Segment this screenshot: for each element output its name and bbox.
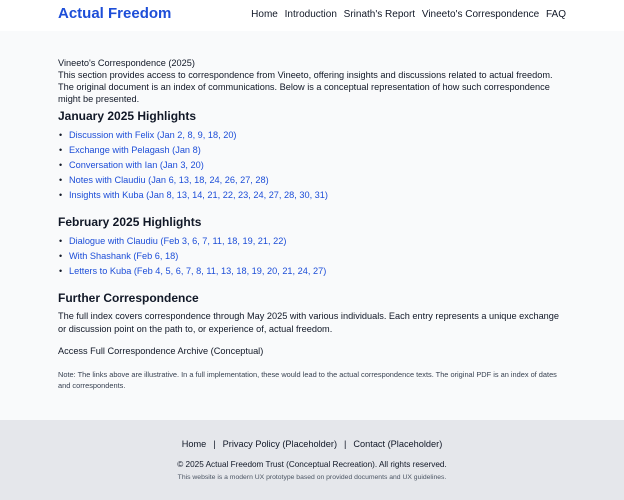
- intro-text: This section provides access to correspondence from Vineeto, offering insights and discussions related to actual freedom. The original document is an index of communications. Below is a conceptual representation of how such correspondence might be presented.: [58, 70, 553, 104]
- main-content: [0, 31, 624, 420]
- list-item: [58, 249, 568, 264]
- list-item: [58, 158, 568, 173]
- february-link-kuba[interactable]: Letters to Kuba (Feb 4, 5, 6, 7, 8, 11, 13, 18, 19, 20, 21, 24, 27): [69, 266, 327, 276]
- footer-link-privacy[interactable]: Privacy Policy (Placeholder): [222, 439, 338, 449]
- nav-srinaths-report[interactable]: Srinath's Report: [343, 9, 416, 20]
- footer-link-home[interactable]: Home: [181, 439, 207, 449]
- nav-vineetos-correspondence[interactable]: Vineeto's Correspondence: [421, 9, 540, 20]
- illustrative-note: Note: The links above are illustrative. In a full implementation, these would lead to the actual correspondence texts. The original PDF is an index of dates and correspondents.: [58, 370, 557, 390]
- january-link-claudiu[interactable]: Notes with Claudiu (Jan 6, 13, 18, 24, 26, 27, 28): [69, 175, 269, 185]
- site-footer: [0, 420, 624, 500]
- nav-faq[interactable]: FAQ: [545, 9, 566, 20]
- prototype-disclaimer: This website is a modern UX prototype based on provided documents and UX guidelines.: [177, 474, 447, 481]
- further-heading: Further Correspondence: [58, 291, 199, 305]
- january-link-pelagash[interactable]: Exchange with Pelagash (Jan 8): [69, 145, 201, 155]
- main-nav: [251, 9, 566, 20]
- list-item: [58, 264, 568, 279]
- footer-separator: |: [213, 439, 216, 449]
- footer-link-contact[interactable]: Contact (Placeholder): [353, 439, 443, 449]
- february-list: [58, 234, 568, 279]
- copyright-text: © 2025 Actual Freedom Trust (Conceptual Recreation). All rights reserved.: [177, 460, 447, 469]
- january-heading: January 2025 Highlights: [58, 109, 197, 123]
- list-item: [58, 173, 568, 188]
- site-logo[interactable]: Actual Freedom: [58, 5, 172, 22]
- list-item: [58, 128, 568, 143]
- nav-introduction[interactable]: Introduction: [284, 9, 337, 20]
- february-link-claudiu[interactable]: Dialogue with Claudiu (Feb 3, 6, 7, 11, 18, 19, 21, 22): [69, 236, 287, 246]
- content-column: [58, 57, 568, 391]
- february-link-shashank[interactable]: With Shashank (Feb 6, 18): [69, 251, 179, 261]
- january-link-felix[interactable]: Discussion with Felix (Jan 2, 8, 9, 18, 20): [69, 130, 237, 140]
- list-item: [58, 143, 568, 158]
- january-link-kuba[interactable]: Insights with Kuba (Jan 8, 13, 14, 21, 22, 23, 24, 27, 28, 30, 31): [69, 190, 328, 200]
- footer-links: [0, 439, 624, 449]
- january-link-ian[interactable]: Conversation with Ian (Jan 3, 20): [69, 160, 204, 170]
- list-item: [58, 234, 568, 249]
- site-header: [0, 0, 624, 31]
- further-text: The full index covers correspondence through May 2025 with various individuals. Each entry represents a unique exchange or discussion point on the path to, or experience of, actual freedom.: [58, 311, 560, 334]
- january-list: [58, 128, 568, 203]
- page-heading: Vineeto's Correspondence (2025): [58, 58, 195, 68]
- list-item: [58, 188, 568, 203]
- nav-home[interactable]: Home: [251, 9, 278, 20]
- archive-link[interactable]: Access Full Correspondence Archive (Conceptual): [58, 346, 264, 356]
- february-heading: February 2025 Highlights: [58, 215, 202, 229]
- footer-separator: |: [344, 439, 347, 449]
